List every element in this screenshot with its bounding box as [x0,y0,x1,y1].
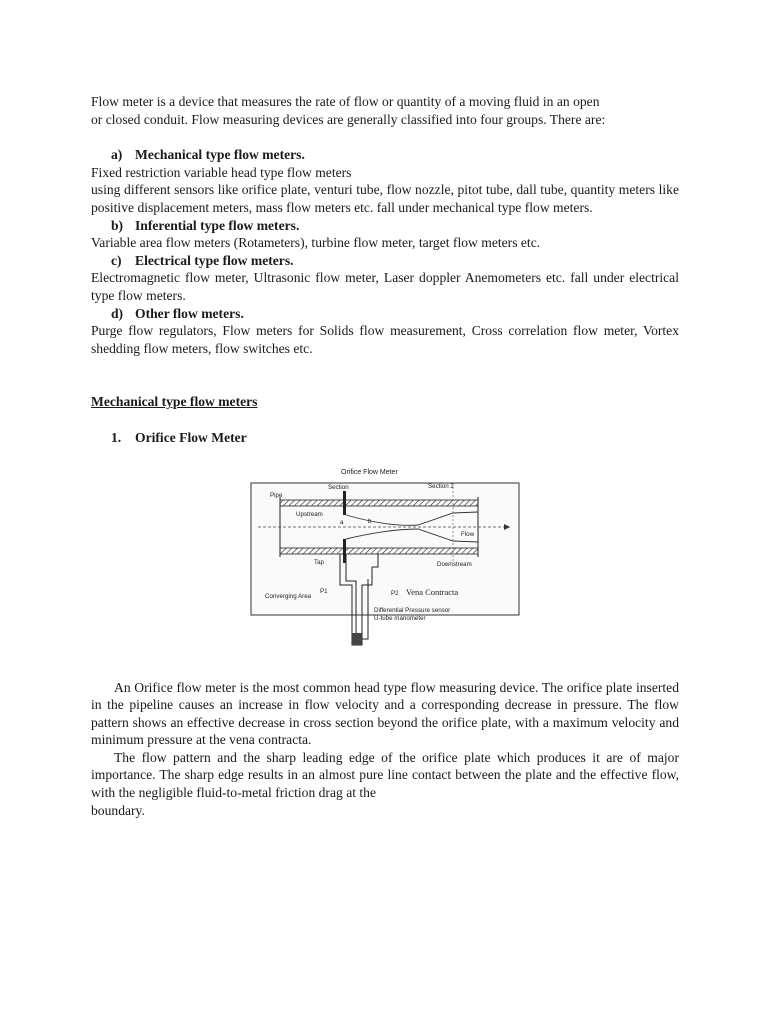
section-heading: Mechanical type flow meters [91,394,258,410]
group-title-text: Mechanical type flow meters. [135,147,305,163]
group-title [111,217,679,235]
document-page [91,93,679,819]
group-title [111,146,679,164]
figure-title: Orifice Flow Meter [341,468,398,476]
paragraph: The flow pattern and the sharp leading edge of the orifice plate which produces it are of major importance. The sharp edge results in an almost pure line contact between the plate and the effective flow, with the negligible fluid-to-metal friction drag at the [91,749,679,801]
label-b: b [368,517,372,525]
group-title-text: Other flow meters. [135,305,244,321]
label-vena: Vena Contracta [406,586,459,597]
orifice-plate-top [343,491,346,515]
label-sensor1: Differential Pressure sensor [374,606,451,614]
group-label: b) [111,217,124,233]
subsection-number: 1. [111,429,122,445]
label-a: a [340,518,344,526]
group-label: c) [111,252,122,268]
group-line: Electromagnetic flow meter, Ultrasonic flow meter, Laser doppler Anemometers etc. fall under electrical type flow meters. [91,270,679,303]
group-body [91,322,679,357]
group-title [111,305,679,323]
label-section: Section [328,483,349,491]
group-line: Variable area flow meters (Rotameters), turbine flow meter, target flow meters etc. [91,235,541,251]
label-upstream: Upstream [296,510,323,518]
intro-line-1: Flow meter is a device that measures the rate of flow or quantity of a moving fluid in an open [91,94,600,109]
manometer-fluid [352,633,362,645]
group-line: Purge flow regulators, Flow meters for Solids flow measurement, Cross correlation flow meter, Vortex shedding flow meters, flow switches etc. [91,323,679,356]
description-text [91,679,679,820]
group-body [91,234,679,252]
label-p1: P1 [320,587,328,595]
pipe-bottom-wall [280,548,478,554]
group-body [91,164,679,217]
group-electrical [91,252,679,305]
label-p2: P2 [391,589,399,597]
group-mechanical [91,146,679,216]
group-title [111,252,679,270]
group-title-text: Electrical type flow meters. [135,252,294,268]
orifice-diagram [91,467,679,665]
label-pipe: Pipe [270,491,283,499]
group-line: using different sensors like orifice plate, venturi tube, flow nozzle, pitot tube, dall tube, quantity meters like positive displacement meters, mass flow meters etc. fall under mechanical type flow meters. [91,182,679,215]
label-flow: Flow [461,530,475,538]
label-sensor2: U-tube manometer [374,614,426,622]
group-inferential [91,217,679,252]
subsection-heading [111,429,679,447]
paragraph: An Orifice flow meter is the most common head type flow measuring device. The orifice plate inserted in the pipeline causes an increase in flow velocity and a corresponding decrease in pressure. The flow pattern shows an effective decrease in cross section beyond the orifice plate, with a maximum velocity and minimum pressure at the vena contracta. [91,679,679,748]
orifice-diagram-svg [248,467,520,665]
subsection-title: Orifice Flow Meter [135,429,247,445]
label-downstream: Downstream [437,560,472,568]
label-converging: Converging Area [265,592,312,600]
paragraph: boundary. [91,802,145,818]
label-tap: Tap [314,558,324,566]
group-title-text: Inferential type flow meters. [135,217,300,233]
pipe-top-wall [280,500,478,506]
group-line: Fixed restriction variable head type flow meters [91,164,352,180]
group-label: d) [111,305,124,321]
classification-list [91,146,679,357]
group-other [91,305,679,358]
group-label: a) [111,147,123,163]
intro-line-2: or closed conduit. Flow measuring devices are generally classified into four groups. There are: [91,111,606,127]
label-section2: Section 2 [428,482,454,490]
group-body [91,269,679,304]
intro-text [91,93,679,128]
